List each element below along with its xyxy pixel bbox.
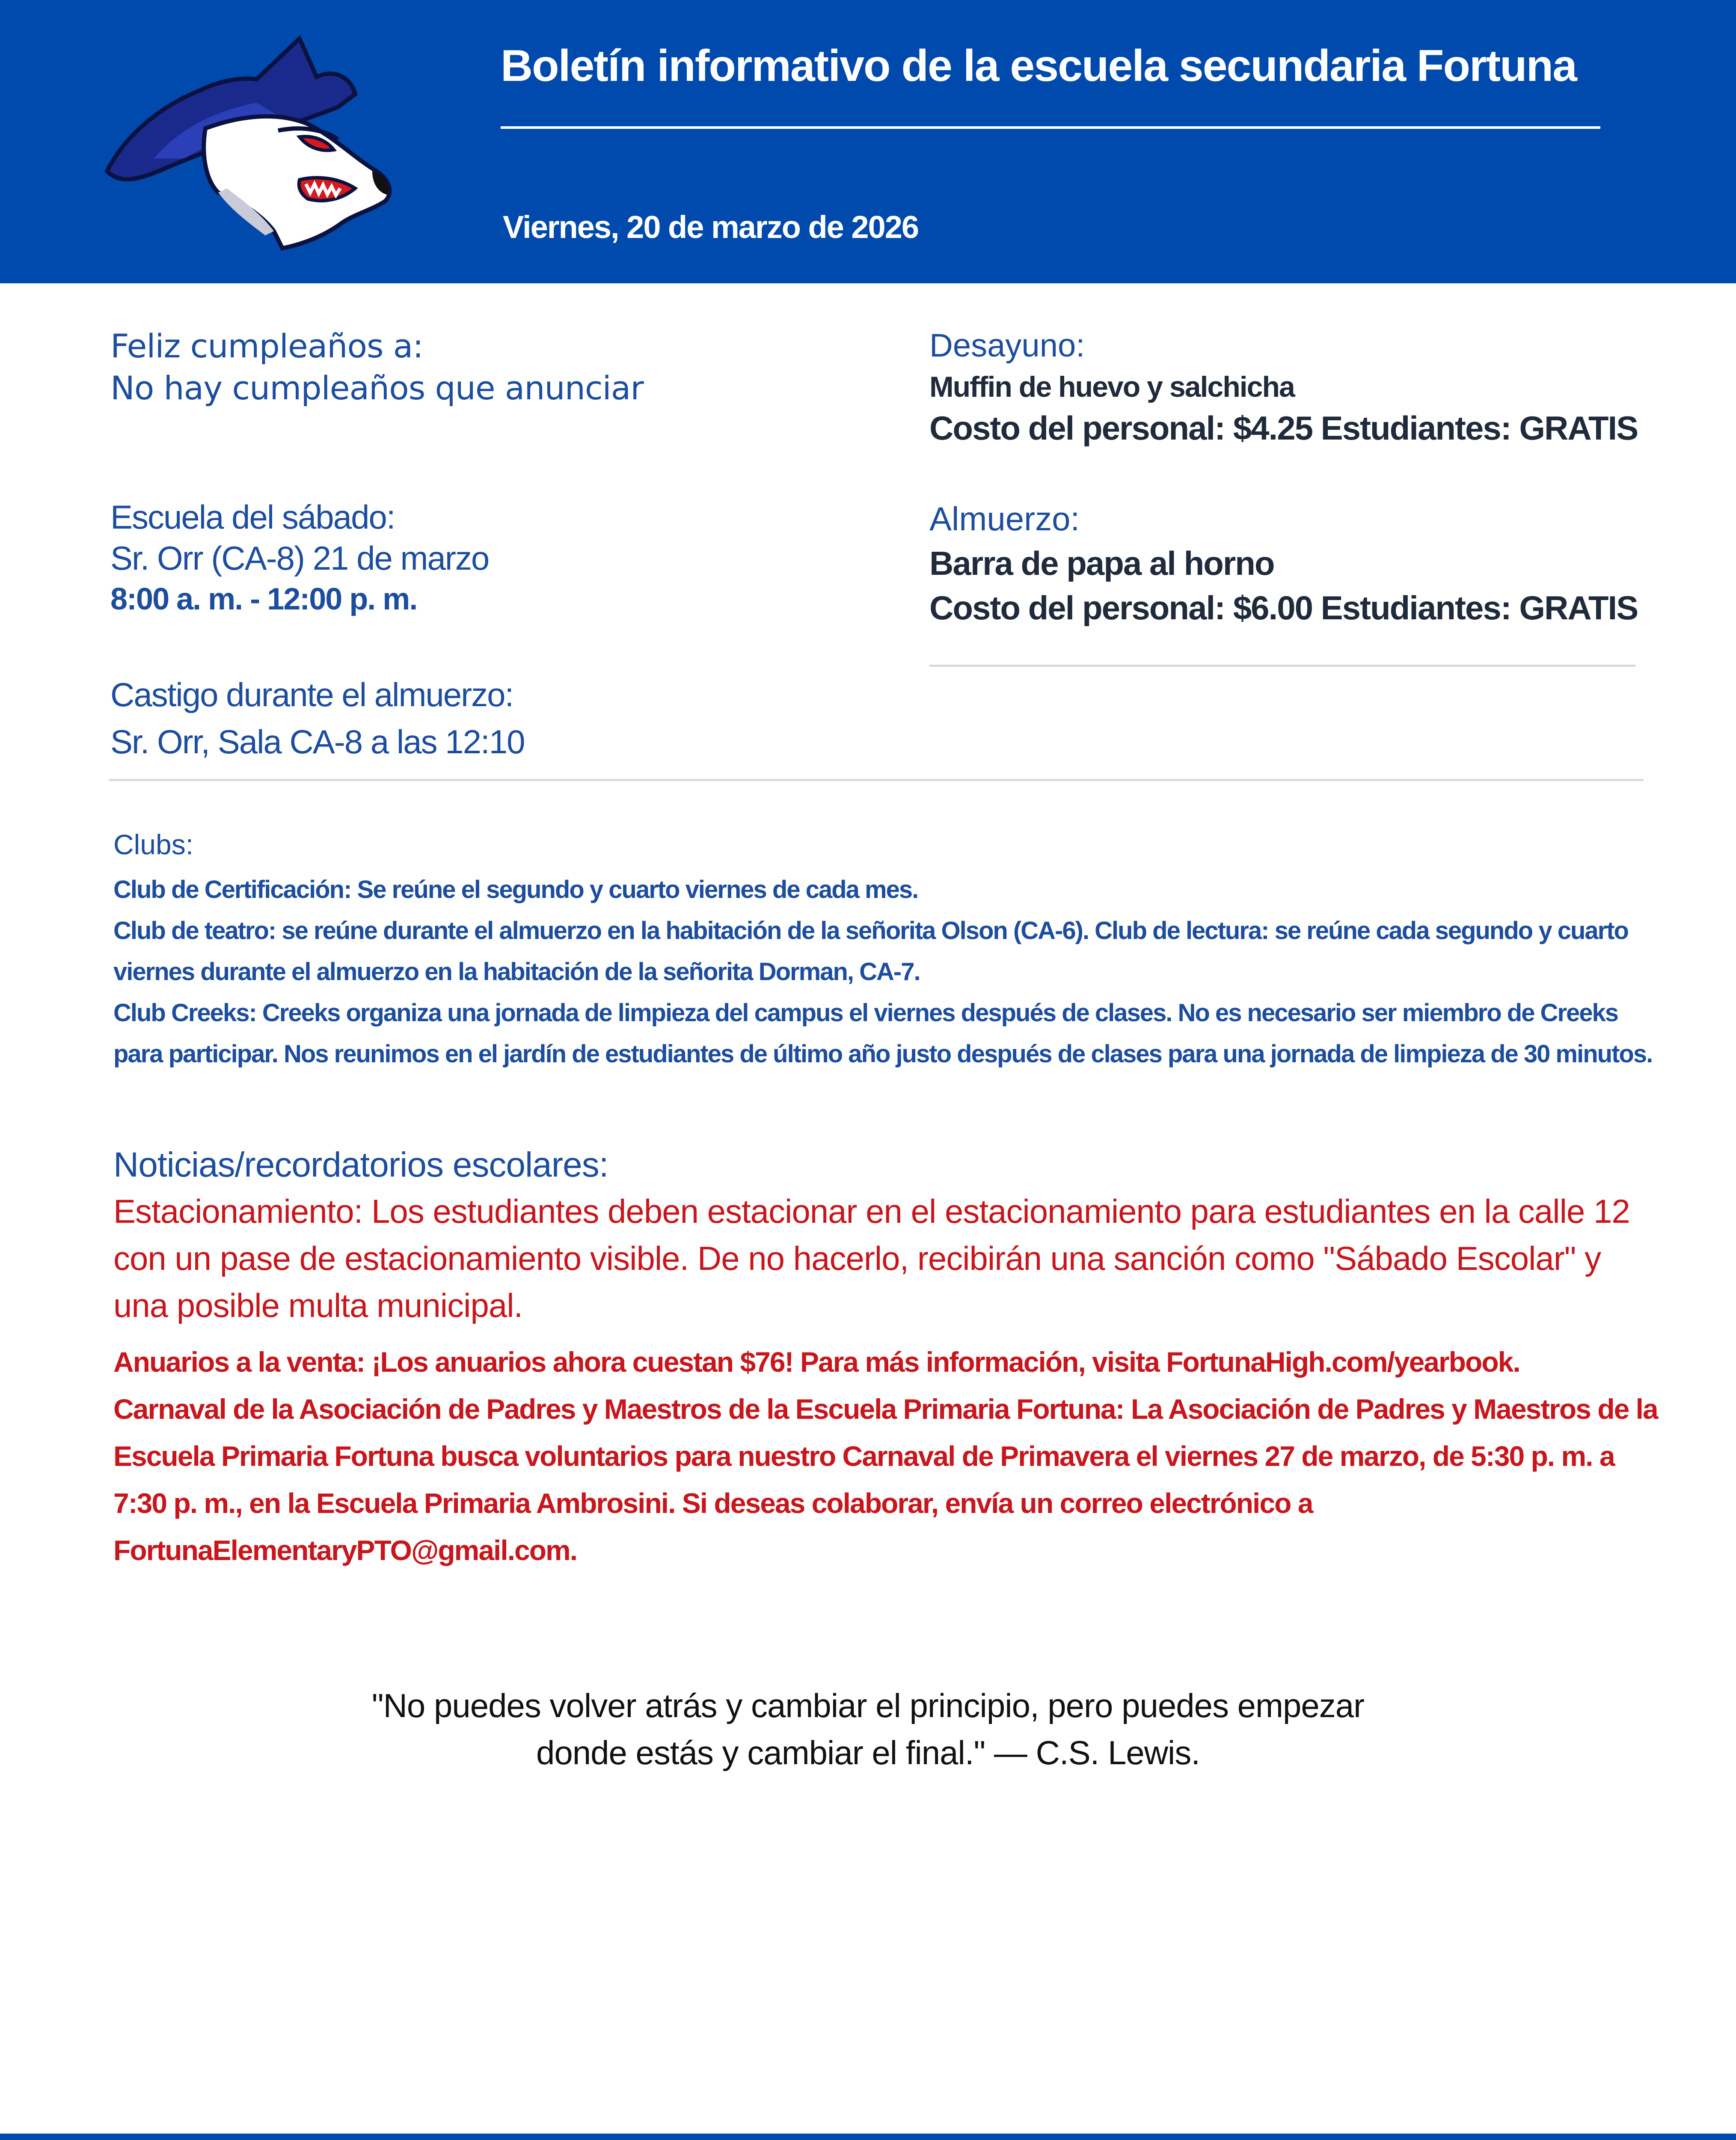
detention-heading: Castigo durante el almuerzo: [110,676,513,713]
section-divider [109,779,1644,781]
clubs-section [113,828,1662,1075]
news-heading: Noticias/recordatorios escolares: [113,1145,608,1184]
club-certification: Club de Certificación: Se reúne el segundo y cuarto viernes de cada mes. [113,876,918,904]
saturday-school-line1: Sr. Orr (CA-8) 21 de marzo [110,539,489,577]
detention-section [110,671,524,765]
lunch-item: Barra de papa al horno [929,544,1274,582]
wolf-mascot-icon [77,30,402,253]
news-section [113,1145,1662,1574]
club-creeks: Club Creeks: Creeks organiza una jornada de limpieza del campus el viernes después de clases. No es necesario ser miembro de Creeks para participar. Nos reunimos en el jardín de estudiantes de último año justo después de clases para una jornada de limpieza de 30 minutos. [113,999,1653,1068]
lunch-cost: Costo del personal: $6.00 Estudiantes: GRATIS [929,589,1638,627]
newsletter-title: Boletín informativo de la escuela secundaria Fortuna [501,41,1576,91]
news-yearbooks: Anuarios a la venta: ¡Los anuarios ahora cuestan $76! Para más información, visita FortunaHigh.com/yearbook. [113,1346,1520,1378]
saturday-school-section [110,496,489,620]
title-divider [501,126,1600,129]
newsletter-date: Viernes, 20 de marzo de 2026 [503,209,919,245]
birthdays-text: No hay cumpleaños que anunciar [110,369,644,407]
breakfast-item: Muffin de huevo y salchicha [929,371,1294,403]
breakfast-section [929,324,1638,449]
birthdays-section [110,325,644,409]
clubs-heading: Clubs: [113,829,194,860]
birthdays-heading: Feliz cumpleaños a: [110,327,423,365]
breakfast-cost: Costo del personal: $4.25 Estudiantes: GRATIS [929,409,1638,447]
news-carnival: Carnaval de la Asociación de Padres y Maestros de la Escuela Primaria Fortuna: La Asociación de Padres y Maestros de la Escuela Primaria Fortuna busca voluntarios para nuestro Carnaval de Primavera el viernes 27 de marzo, de 5:30 p. m. a 7:30 p. m., en la Escuela Primaria Ambrosini. Si deseas colaborar, envía un correo electrónico a FortunaElementaryPTO@gmail.com. [113,1393,1658,1566]
footer-banner [0,2134,1736,2140]
quote-block [0,1682,1736,1776]
quote-line1: "No puedes volver atrás y cambiar el principio, pero puedes empezar [371,1687,1365,1724]
lunch-heading: Almuerzo: [929,500,1080,538]
saturday-school-heading: Escuela del sábado: [110,498,395,536]
lunch-section [929,496,1638,630]
detention-text: Sr. Orr, Sala CA-8 a las 12:10 [110,723,525,761]
header-banner [0,0,1736,283]
news-parking: Estacionamiento: Los estudiantes deben estacionar en el estacionamiento para estudiantes en la calle 12 con un pase de estacionamiento visible. De no hacerlo, recibirán una sanción como "Sábado Escolar" y una posible multa municipal. [113,1192,1630,1324]
saturday-school-line2: 8:00 a. m. - 12:00 p. m. [110,582,417,616]
breakfast-heading: Desayuno: [929,327,1085,364]
club-theater-reading: Club de teatro: se reúne durante el almuerzo en la habitación de la señorita Olson (CA-6). Club de lectura: se reúne cada segundo y cuarto viernes durante el almuerzo en la habitación de la señorita Dorman, CA-7. [113,917,1628,986]
lunch-divider [929,665,1635,667]
quote-line2: donde estás y cambiar el final." — C.S. Lewis. [536,1734,1200,1771]
